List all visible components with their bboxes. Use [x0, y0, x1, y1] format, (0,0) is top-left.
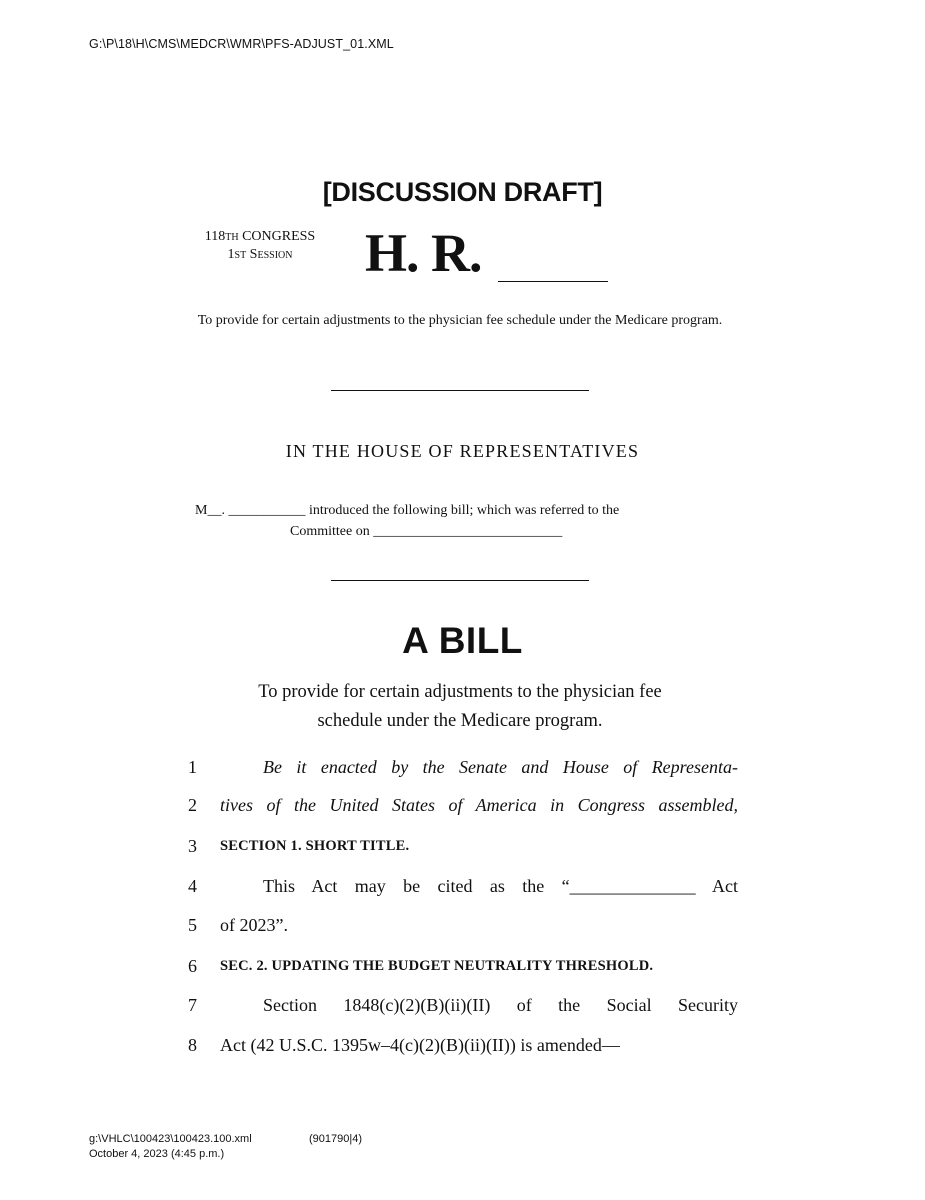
discussion-draft-label: [DISCUSSION DRAFT] — [322, 177, 603, 207]
bill-heading: A BILL — [402, 620, 523, 661]
line-number: 6 — [188, 956, 197, 976]
section-heading: SECTION 1. SHORT TITLE. — [220, 838, 410, 854]
bill-prefix: H. R. — [365, 223, 482, 283]
line-number: 4 — [188, 876, 197, 896]
bill-line — [188, 752, 738, 782]
section-heading: SEC. 2. UPDATING THE BUDGET NEUTRALITY THRESHOLD. — [220, 958, 654, 974]
line-number: 2 — [188, 795, 197, 815]
bill-line — [188, 1030, 738, 1060]
bill-line — [188, 990, 738, 1020]
bill-line — [188, 831, 738, 861]
bill-line — [188, 910, 738, 940]
introduction-line-2: Committee on ___________________________ — [290, 524, 563, 539]
line-number: 5 — [188, 915, 197, 935]
line-text: of 2023”. — [220, 915, 288, 935]
line-number: 7 — [188, 995, 197, 1015]
line-text: Act (42 U.S.C. 1395w–4(c)(2)(B)(ii)(II)) is amended— — [220, 1035, 620, 1055]
line-number: 1 — [188, 757, 197, 777]
line-number: 8 — [188, 1035, 197, 1055]
footer-xml-path: g:\VHLC\100423\100423.100.xml — [89, 1133, 252, 1145]
bill-line — [188, 790, 738, 820]
bill-line — [188, 951, 738, 981]
congress-session-block — [160, 228, 360, 264]
separator-rule — [331, 390, 589, 391]
bill-number-blank — [498, 281, 608, 282]
chamber-heading: IN THE HOUSE OF REPRESENTATIVES — [285, 441, 640, 461]
introduction-text — [195, 500, 730, 542]
long-title-line-2: schedule under the Medicare program. — [317, 711, 603, 731]
separator-rule — [331, 580, 589, 581]
long-title — [180, 678, 740, 736]
footer-date: October 4, 2023 (4:45 p.m.) — [89, 1148, 225, 1160]
bill-line — [188, 871, 738, 901]
introduction-line-1: M__. ___________ introduced the following bill; which was referred to the — [195, 503, 620, 518]
long-title-line-1: To provide for certain adjustments to the physician fee — [258, 682, 662, 702]
line-text: Be it enacted by the Senate and House of Representa- — [263, 757, 738, 777]
line-text: This Act may be cited as the “______________ Act — [263, 876, 738, 896]
line-text: Section 1848(c)(2)(B)(ii)(II) of the Social Security — [263, 995, 738, 1015]
document-footer — [89, 1132, 363, 1162]
congress-label: 118th CONGRESS — [204, 229, 316, 244]
line-text: tives of the United States of America in Congress assembled, — [220, 795, 738, 815]
session-label: 1st Session — [227, 247, 293, 262]
file-path-header: G:\P\18\H\CMS\MEDCR\WMR\PFS-ADJUST_01.XML — [89, 37, 394, 51]
line-number: 3 — [188, 836, 197, 856]
footer-document-id: (901790|4) — [309, 1133, 363, 1145]
purpose-statement: To provide for certain adjustments to the physician fee schedule under the Medicare program. — [197, 313, 723, 328]
